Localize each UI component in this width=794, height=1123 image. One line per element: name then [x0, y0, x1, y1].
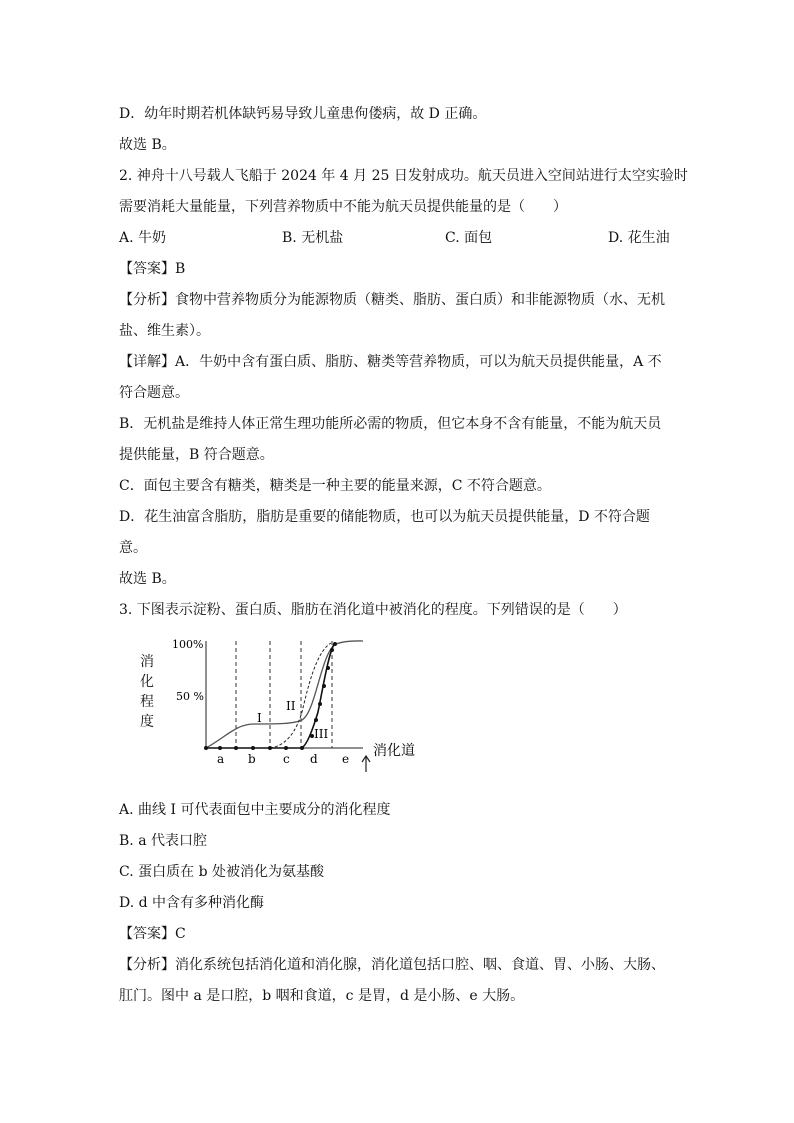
y-axis-label-char: 消 [140, 654, 154, 670]
y-axis-label-char: 度 [140, 714, 154, 730]
curve-label-iii: III [314, 727, 329, 741]
digestion-figure [136, 632, 436, 772]
q2-option-b: B. 无机盐 [282, 230, 344, 246]
analysis-line: 盐、维生素）。 [119, 323, 210, 339]
detail-line: 提供能量，B 符合题意。 [119, 447, 274, 463]
y-tick-100: 100% [172, 638, 204, 651]
detail-line: B．无机盐是维持人体正常生理功能所必需的物质，但它本身不含有能量，不能为航天员 [119, 416, 662, 432]
text-line: 故选 B。 [119, 571, 176, 587]
answer-line: 【答案】C [119, 926, 186, 942]
q2-option-d: D. 花生油 [608, 230, 670, 246]
segment-label-e: e [342, 752, 350, 766]
question-2-stem: 需要消耗大量能量，下列营养物质中不能为航天员提供能量的是（ ） [119, 199, 567, 215]
x-axis-label: 消化道 [373, 743, 415, 759]
curve-label-ii: II [286, 699, 296, 713]
answer-line: 【答案】B [119, 261, 186, 277]
q3-option-a: A. 曲线 I 可代表面包中主要成分的消化程度 [119, 802, 391, 818]
curve-label-i: I [257, 711, 262, 725]
question-2-stem: 2. 神舟十八号载人飞船于 2024 年 4 月 25 日发射成功。航天员进入空间站进行太空实验时 [119, 168, 688, 184]
detail-line: 【详解】A．牛奶中含有蛋白质、脂肪、糖类等营养物质，可以为航天员提供能量，A 不 [119, 354, 662, 370]
detail-line: C．面包主要含有糖类，糖类是一种主要的能量来源，C 不符合题意。 [119, 478, 551, 494]
text-line: D．幼年时期若机体缺钙易导致儿童患佝偻病，故 D 正确。 [119, 106, 487, 122]
y-axis-label-char: 程 [140, 694, 154, 710]
text-line: 故选 B。 [119, 137, 176, 153]
analysis-line: 【分析】消化系统包括消化道和消化腺，消化道包括口腔、咽、食道、胃、小肠、大肠、 [119, 957, 665, 973]
detail-line: D．花生油富含脂肪，脂肪是重要的储能物质，也可以为航天员提供能量，D 不符合题 [119, 509, 650, 525]
segment-label-a: a [217, 752, 225, 766]
digestion-chart [136, 632, 436, 772]
q3-option-c: C. 蛋白质在 b 处被消化为氨基酸 [119, 864, 324, 880]
q2-option-c: C. 面包 [445, 230, 493, 246]
segment-label-b: b [248, 752, 256, 766]
question-3-stem: 3. 下图表示淀粉、蛋白质、脂肪在消化道中被消化的程度。下列错误的是（ ） [119, 602, 627, 618]
curve-i [206, 641, 363, 748]
detail-line: 意。 [119, 540, 147, 556]
q3-option-d: D. d 中含有多种消化酶 [119, 895, 265, 911]
analysis-line: 肛门。图中 a 是口腔，b 咽和食道，c 是胃，d 是小肠、e 大肠。 [119, 988, 525, 1004]
detail-line: 符合题意。 [119, 385, 189, 401]
segment-label-d: d [310, 752, 318, 766]
y-tick-50: 50 % [176, 690, 204, 703]
q3-option-b: B. a 代表口腔 [119, 833, 207, 849]
q2-option-a: A. 牛奶 [119, 230, 167, 246]
segment-label-c: c [283, 752, 290, 766]
y-axis-label-char: 化 [140, 674, 154, 690]
analysis-line: 【分析】食物中营养物质分为能源物质（糖类、脂肪、蛋白质）和非能源物质（水、无机 [119, 292, 665, 308]
